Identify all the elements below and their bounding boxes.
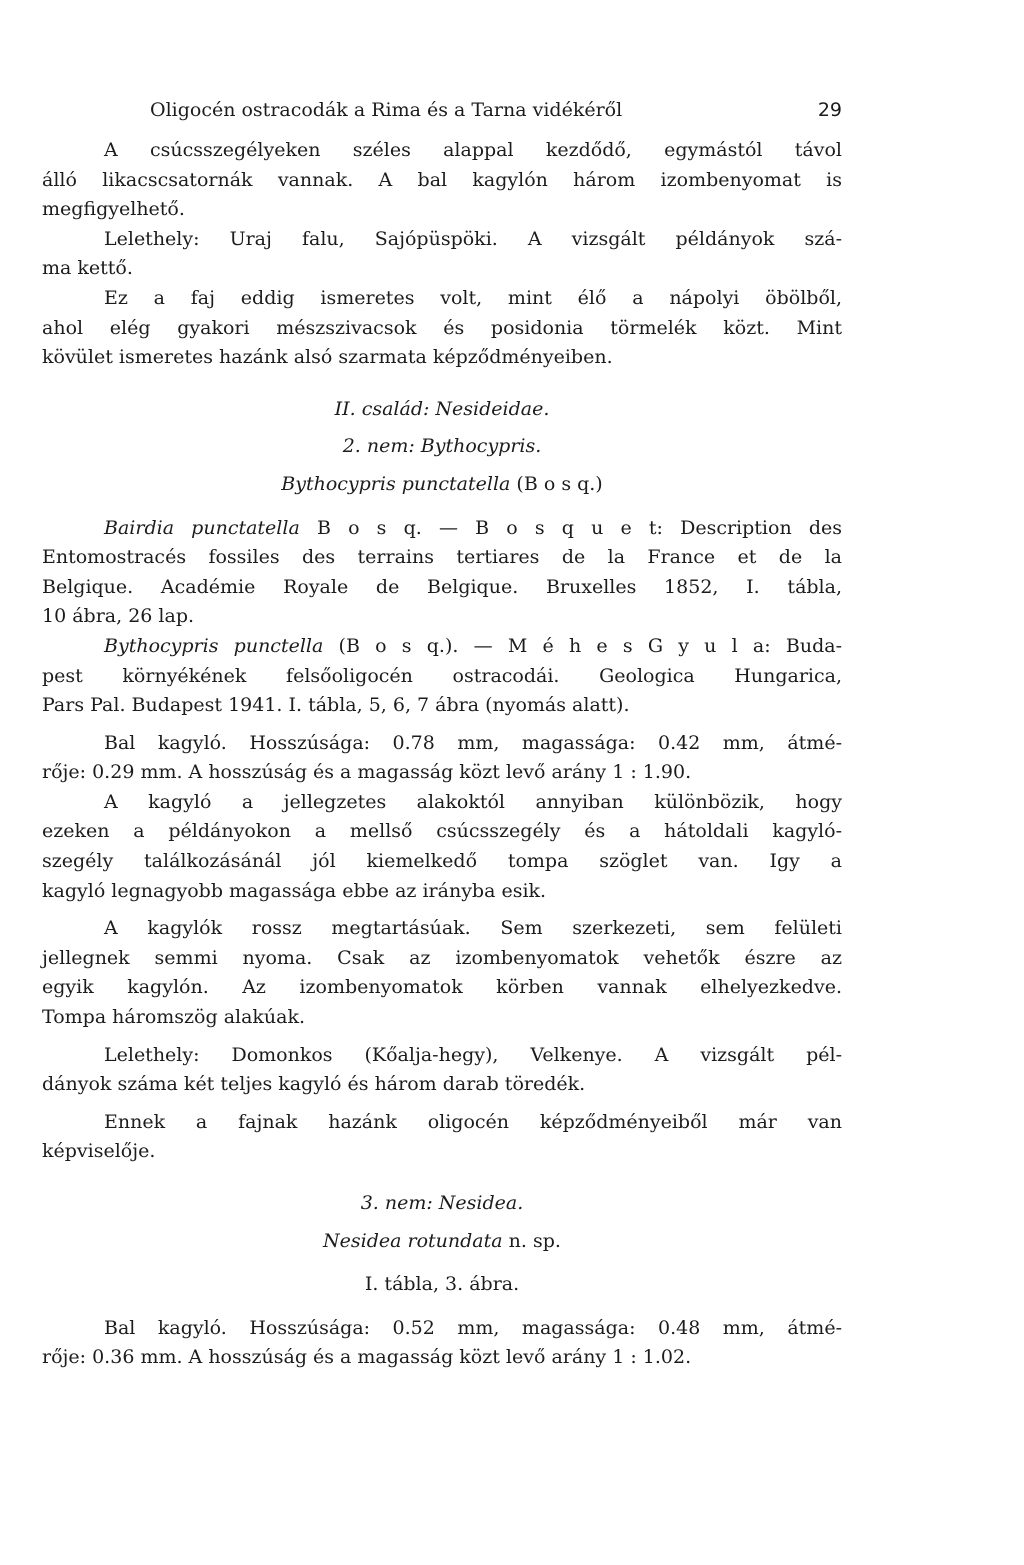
text-line: ezeken a példányokon a mellső csúcsszegély és a hátoldali kagyló-	[42, 820, 842, 843]
text-line: jellegnek semmi nyoma. Csak az izombenyomatok vehetők észre az	[42, 946, 842, 969]
plate-reference: I. tábla, 3. ábra.	[364, 1273, 520, 1296]
text-line: ahol elég gyakori mészszivacsok és posidonia törmelék közt. Mint	[42, 316, 842, 339]
synonym-author: B o s q.	[316, 516, 422, 539]
text-line: Belgique. Académie Royale de Belgique. Bruxelles 1852, I. tábla,	[42, 575, 842, 598]
synonym-name: Bairdia punctatella	[104, 516, 300, 539]
text-line: szegély találkozásánál jól kiemelkedő tompa szöglet van. Igy a	[42, 850, 842, 873]
document-page	[42, 92, 842, 1373]
text-line: Bal kagyló. Hosszúsága: 0.52 mm, magassága: 0.48 mm, átmé-	[104, 1316, 842, 1339]
synonym-reference-bosquet	[42, 514, 842, 632]
species-heading	[42, 470, 842, 500]
cited-author: B o s q u e t:	[475, 516, 663, 539]
text-line: Lelethely: Uraj falu, Sajópüspöki. A vizsgált példányok szá-	[104, 227, 842, 250]
family-heading: II. család: Nesideidae.	[334, 397, 550, 420]
paragraph-occurrence	[42, 1108, 842, 1167]
cited-author: M é h e s G y u l a:	[507, 634, 771, 657]
synonym-reference-mehes	[42, 632, 842, 721]
reference-text: Buda-	[785, 634, 842, 657]
text-line: Tompa háromszög alakúak.	[42, 1006, 306, 1029]
text-line: rője: 0.29 mm. A hosszúság és a magasság közt levő arány 1 : 1.90.	[42, 761, 692, 784]
species-name: Nesidea rotundata	[323, 1229, 503, 1252]
running-title: Oligocén ostracodák a Rima és a Tarna vidékéről	[150, 99, 623, 121]
paragraph-measurements-2	[42, 1314, 842, 1373]
text-line: 10 ábra, 26 lap.	[42, 605, 195, 628]
text-line: Bal kagyló. Hosszúsága: 0.78 mm, magassága: 0.42 mm, átmé-	[104, 731, 842, 754]
text-line: Ez a faj eddig ismeretes volt, mint élő a nápolyi öbölből,	[104, 286, 842, 309]
paragraph-preservation	[42, 914, 842, 1032]
text-line: Lelethely: Domonkos (Kőalja-hegy), Velkenye. A vizsgált pél-	[104, 1043, 842, 1066]
text-line: egyik kagylón. Az izombenyomatok körben vannak elhelyezkedve.	[42, 976, 842, 999]
synonym-name: Bythocypris punctella	[104, 634, 324, 657]
paragraph-measurements-1	[42, 729, 842, 788]
paragraph-description	[42, 788, 842, 906]
text-line: álló likacscsatornák vannak. A bal kagylón három izombenyomat is	[42, 168, 842, 191]
text-line	[42, 514, 842, 544]
species-author: (B o s q.)	[516, 472, 603, 495]
text-line: kövület ismeretes hazánk alsó szarmata képződményeiben.	[42, 346, 613, 369]
dash: —	[473, 634, 493, 657]
paragraph-pore-canals	[42, 136, 842, 225]
text-line: Entomostracés fossiles des terrains tertiares de la France et de la	[42, 546, 842, 569]
text-line: dányok száma két teljes kagyló és három darab töredék.	[42, 1073, 586, 1096]
genus-heading: 2. nem: Bythocypris.	[342, 435, 542, 458]
paragraph-locality-2	[42, 1041, 842, 1100]
text-line: A kagyló a jellegzetes alakoktól annyiban különbözik, hogy	[104, 790, 842, 813]
text-line: ma kettő.	[42, 257, 133, 280]
genus-heading: 3. nem: Nesidea.	[360, 1192, 524, 1214]
running-header	[42, 92, 842, 128]
text-line: megfigyelhető.	[42, 198, 185, 221]
synonym-author: (B o s q.).	[338, 634, 459, 657]
page-number: 29	[817, 99, 842, 121]
text-line: A kagylók rossz megtartásúak. Sem szerkezeti, sem felületi	[104, 917, 842, 940]
species-author: n. sp.	[508, 1229, 561, 1252]
text-line: rője: 0.36 mm. A hosszúság és a magasság közt levő arány 1 : 1.02.	[42, 1346, 692, 1369]
dash: —	[438, 516, 458, 539]
text-line: kagyló legnagyobb magassága ebbe az irányba esik.	[42, 879, 547, 902]
text-line: képviselője.	[42, 1140, 156, 1163]
paragraph-distribution	[42, 284, 842, 373]
text-line	[42, 632, 842, 662]
text-line: Pars Pal. Budapest 1941. I. tábla, 5, 6, 7 ábra (nyomás alatt).	[42, 694, 630, 717]
text-line: A csúcsszegélyeken széles alappal kezdődő, egymástól távol	[104, 139, 842, 161]
text-line: pest környékének felsőoligocén ostracodái. Geologica Hungarica,	[42, 664, 842, 687]
species-heading	[42, 1227, 842, 1257]
reference-text: Description des	[680, 516, 843, 539]
paragraph-locality-1	[42, 225, 842, 284]
text-line: Ennek a fajnak hazánk oligocén képződményeiből már van	[104, 1110, 842, 1133]
species-name: Bythocypris punctatella	[281, 472, 511, 495]
